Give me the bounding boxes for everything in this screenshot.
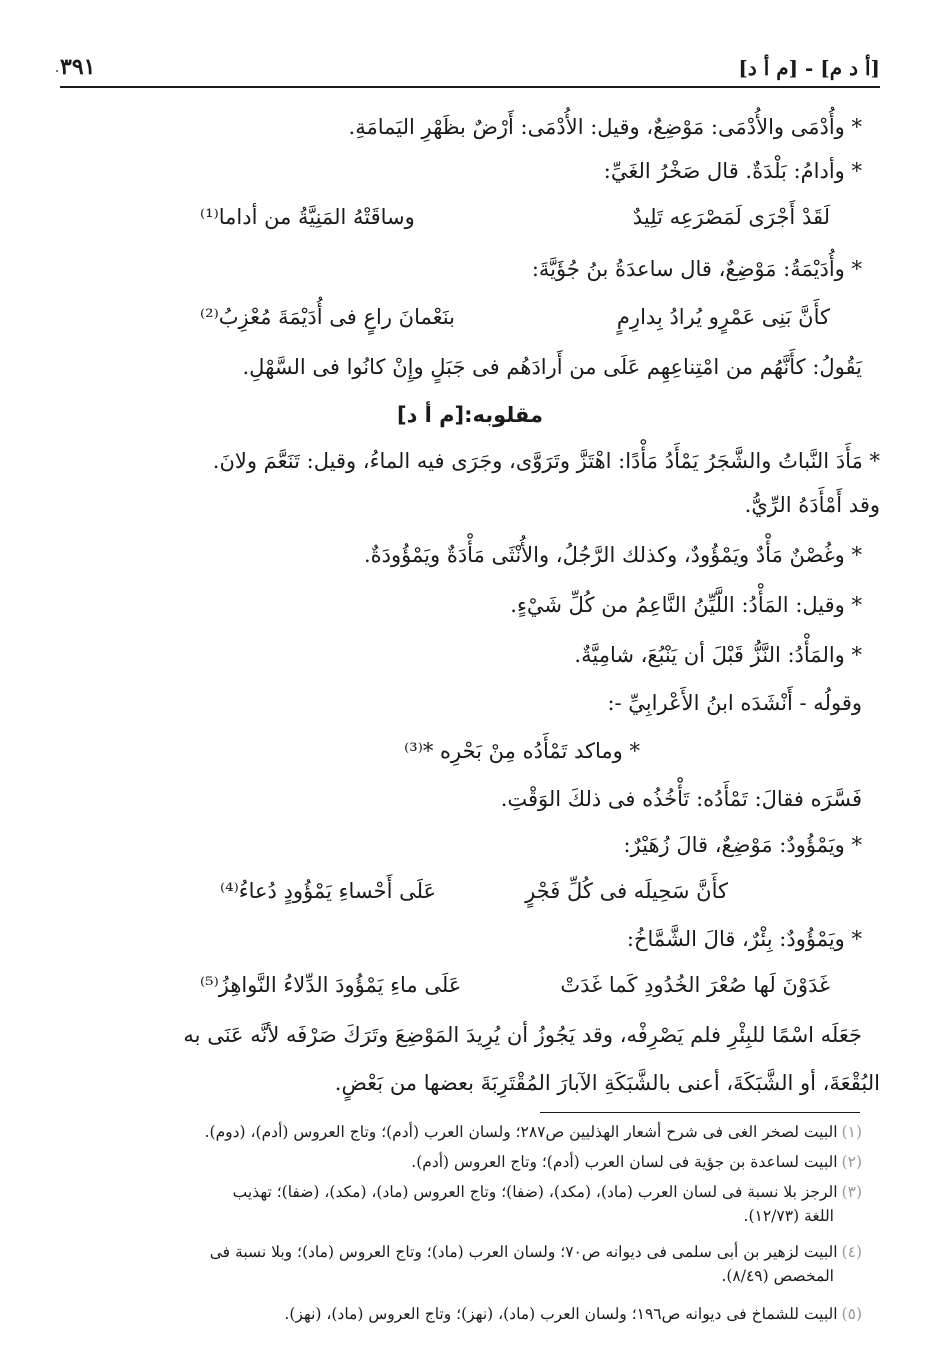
rajaz-verse: * وماكد تَمْأَدُه مِنْ بَحْرِه *⁽³⁾ (404, 739, 640, 763)
text-line-15: البُقْعَةَ، أو الشَّبَكَةَ، أعنى بالشَّبَكَةِ الآبارَ المُقْتَرِبَةَ بعضها من بَعْضٍ. (334, 1071, 880, 1095)
page-header (60, 52, 880, 88)
footnote-4 (60, 1240, 862, 1288)
footnote-1 (60, 1120, 862, 1144)
text-line-2: * وأدامُ: بَلْدَةٌ. قال صَخْرُ الغَيِّ: (603, 159, 862, 183)
text-line-7: * وغُصْنٌ مَأْدٌ ويَمْؤُودٌ، وكذلك الرَّجُلُ، والأُنْثَى مَأْدَةٌ ويَمْؤُودَةٌ. (364, 543, 862, 567)
text-line-12: * ويَمْؤُودٌ: مَوْضِعٌ، قالَ زُهَيْرٌ: (623, 833, 862, 857)
page-number: ٣٩١ (60, 54, 96, 80)
footnote-text: الرجز بلا نسبة فى لسان العرب (ماد)، (مكد)، (ضفا)؛ وتاج العروس (ماد)، (مكد)، (ضفا)؛ تهذيب (232, 1183, 838, 1201)
verse-5-first-hemistich: غَدَوْنَ لَها صُعْرَ الخُدُودِ كَما غَدَتْ (560, 973, 830, 997)
footnote-marker: (٤) (841, 1243, 862, 1261)
text-line-14: جَعَلَه اسْمًا للبِئْرِ فلم يَصْرِفْه، وقد يَجُوزُ أن يُرِيدَ المَوْضِعَ وتَرَكَ صَرْفَه لأنَّه عَنَى به (183, 1023, 862, 1047)
verse-1-second-hemistich: وساقَتْهُ المَنِيَّةُ من أداما⁽¹⁾ (200, 205, 415, 229)
verse-1-first-hemistich: لَقَدْ أَجْرَى لَمَصْرَعِه تَلِيدٌ (632, 205, 830, 229)
footnote-continuation: اللغة (١٢/٧٣). (743, 1207, 834, 1225)
verse-5-second-hemistich: عَلَى ماءِ يَمْؤُودَ الدِّلاءُ النَّواهِزُ⁽⁵⁾ (200, 973, 462, 997)
footnote-text: البيت للشماخ فى ديوانه ص١٩٦؛ ولسان العرب (ماد)، (نهز)؛ وتاج العروس (ماد)، (نهز). (284, 1305, 838, 1323)
footnote-marker: (٣) (841, 1183, 862, 1201)
text-line-5: * مَأَدَ النَّباتُ والشَّجَرُ يَمْأَدُ مَأْدًا: اهْتَزَّ وتَرَوَّى، وجَرَى فيه الماءُ، وقيل: تَنَعَّمَ ولانَ. (212, 449, 880, 473)
footnote-marker: (١) (841, 1123, 862, 1141)
footnote-marker: (٢) (841, 1153, 862, 1171)
header-title: [أ د م] - [م أ د] (738, 56, 880, 80)
footnote-5 (60, 1302, 862, 1326)
text-line-1: * وأُدْمَى والأُدْمَى: مَوْضِعٌ، وقيل: الأُدْمَى: أَرْضٌ بظَهْرِ اليَمامَةِ. (348, 115, 862, 139)
footnote-text: البيت لصخر الغى فى شرح أشعار الهذليين ص٢٨٧؛ ولسان العرب (أدم)؛ وتاج العروس (أدم)، (دوم). (204, 1123, 838, 1141)
verse-4-first-hemistich: كأَنَّ سَحِيلَه فى كُلِّ فَجْرٍ (525, 879, 728, 903)
scan-speck (56, 70, 58, 72)
text-line-6: وقد أَمْأَدَهُ الرِّيُّ. (744, 493, 880, 517)
text-line-3: * وأُدَيْمَةُ: مَوْضِعٌ، قال ساعدَةُ بنُ جُؤَيَّةَ: (531, 257, 862, 281)
footnote-3 (60, 1180, 862, 1228)
verse-2-first-hemistich: كأَنَّ بَنِى عَمْرٍو يُرادُ بِدارِمٍ (616, 305, 830, 329)
section-heading: مقلوبه:[م أ د] (396, 403, 544, 427)
text-line-11: فَسَّرَه فقالَ: تَمْأَدُه: تَأْخُذُه فى ذلكَ الوَقْتِ. (500, 787, 862, 811)
footnote-continuation: المخصص (٨/٤٩). (721, 1267, 834, 1285)
text-line-10: وقولُه - أَنْشَدَه ابنُ الأَعْرابِيِّ -: (607, 691, 862, 715)
verse-2-second-hemistich: بنَعْمانَ راعٍ فى أُدَيْمَةَ مُعْزِبُ⁽²⁾ (200, 305, 455, 329)
verse-4-second-hemistich: عَلَى أَحْساءِ يَمْؤُودٍ دُعاءُ⁽⁴⁾ (220, 879, 437, 903)
footnote-text: البيت لساعدة بن جؤية فى لسان العرب (أدم)؛ وتاج العروس (أدم). (411, 1153, 838, 1171)
footnote-text: البيت لزهير بن أبى سلمى فى ديوانه ص٧٠؛ ولسان العرب (ماد)؛ وتاج العروس (ماد)؛ وبلا نسبة فى (209, 1243, 838, 1261)
text-line-4: يَقُولُ: كأَنَّهُم من امْتِناعِهِم عَلَى من أَرادَهُم فى جَبَلٍ وإِنْ كانُوا فى السَّهْلِ. (242, 355, 862, 379)
footnote-2 (60, 1150, 862, 1174)
footnote-separator (540, 1112, 860, 1113)
footnote-marker: (٥) (841, 1305, 862, 1323)
text-line-9: * والمَأْدُ: النَّزُّ قَبْلَ أن يَنْبُعَ، شامِيَّةٌ. (574, 643, 862, 667)
text-line-8: * وقيل: المَأْدُ: اللَّيِّنُ النَّاعِمُ من كُلِّ شَيْءٍ. (510, 593, 862, 617)
text-line-13: * ويَمْؤُودٌ: بِئْرٌ، قالَ الشَّمَّاخُ: (626, 927, 862, 951)
